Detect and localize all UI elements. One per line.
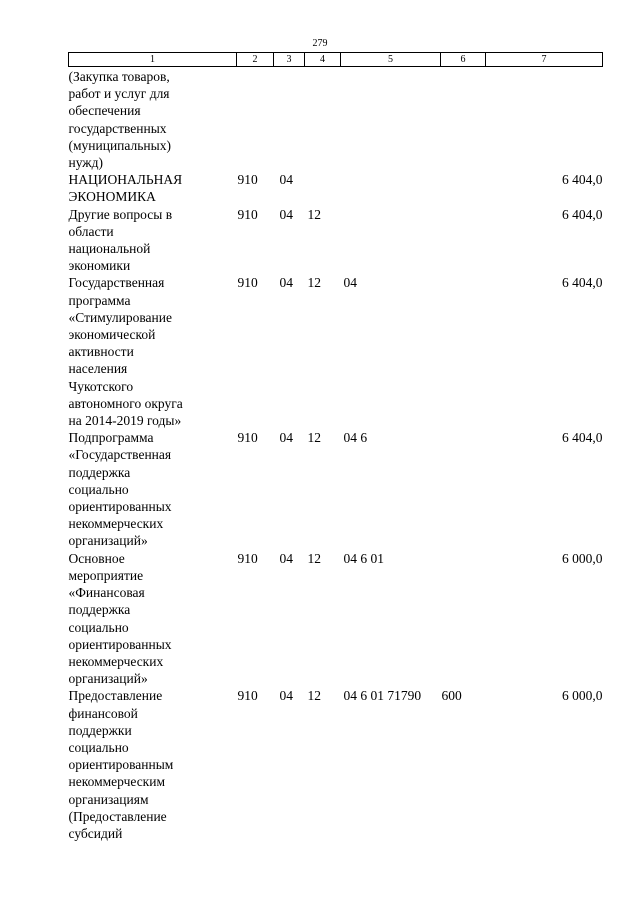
row-expense-type	[441, 171, 486, 205]
row-target-code	[341, 206, 441, 275]
table-row	[69, 67, 603, 172]
page-number: 279	[312, 38, 328, 49]
row-subsection-code: 12	[307, 275, 321, 291]
row-expense-type	[441, 206, 486, 275]
row-ministry-code: 910	[237, 688, 258, 704]
row-section-code: 04	[279, 275, 293, 291]
row-subsection-code: 12	[307, 550, 321, 566]
row-section-code: 04	[279, 550, 293, 566]
row-ministry-code: 910	[237, 206, 258, 222]
column-header-3: 3	[274, 53, 305, 67]
row-name: Государственная программа «Стимулирование экономической активности населения Чукотского автономного округа на 2014-2019 годы»	[68, 275, 183, 429]
row-ministry-code: 910	[237, 550, 258, 566]
row-amount: 6 404,0	[562, 206, 603, 222]
row-subsection-code	[305, 67, 341, 172]
budget-table	[68, 52, 603, 842]
row-section-code	[274, 67, 305, 172]
row-name: Основное мероприятие «Финансовая поддержка социально ориентированных некоммерческих организаций»	[68, 550, 172, 687]
row-amount: 6 404,0	[562, 275, 603, 291]
row-section-code: 04	[279, 206, 293, 222]
row-target-code	[341, 171, 441, 205]
row-name: НАЦИОНАЛЬНАЯ ЭКОНОМИКА	[68, 172, 183, 205]
column-header-6: 6	[441, 53, 486, 67]
row-amount: 6 000,0	[562, 688, 603, 704]
row-subsection-code	[305, 171, 341, 205]
row-section-code: 04	[279, 430, 293, 446]
row-ministry-code	[237, 67, 274, 172]
column-header-7: 7	[486, 53, 603, 67]
table-row	[69, 206, 603, 275]
column-number-header-row	[69, 53, 603, 67]
row-name: Другие вопросы в области национальной экономики	[68, 206, 173, 274]
row-amount: 6 000,0	[562, 550, 603, 566]
row-name: Предоставление финансовой поддержки социально ориентированным некоммерческим организациям (Предоставление субсидий	[68, 688, 174, 841]
row-target-code: 04 6 01	[343, 550, 384, 566]
row-expense-type	[441, 67, 486, 172]
row-ministry-code: 910	[237, 430, 258, 446]
table-row	[69, 550, 603, 688]
table-row	[69, 171, 603, 205]
row-target-code: 04 6	[343, 430, 368, 446]
row-expense-type	[441, 429, 486, 549]
row-section-code: 04	[279, 688, 293, 704]
row-subsection-code: 12	[307, 206, 321, 222]
row-expense-type	[441, 550, 486, 688]
row-name: Подпрограмма «Государственная поддержка социально ориентированных некоммерческих организаций»	[68, 430, 172, 549]
row-section-code: 04	[279, 172, 293, 188]
column-header-5: 5	[341, 53, 441, 67]
table-row	[69, 429, 603, 549]
row-ministry-code: 910	[237, 172, 258, 188]
table-row	[69, 274, 603, 429]
row-target-code: 04 6 01 71790	[343, 688, 422, 704]
row-subsection-code: 12	[307, 430, 321, 446]
row-ministry-code: 910	[237, 275, 258, 291]
column-header-2: 2	[237, 53, 274, 67]
row-expense-type	[441, 274, 486, 429]
row-amount: 6 404,0	[562, 172, 603, 188]
row-subsection-code: 12	[307, 688, 321, 704]
row-amount: 6 404,0	[562, 430, 603, 446]
row-name: (Закупка товаров, работ и услуг для обеспечения государственных (муниципальных) нужд)	[68, 69, 171, 171]
row-target-code: 04	[343, 275, 357, 291]
column-header-1: 1	[69, 53, 237, 67]
row-expense-type: 600	[441, 688, 462, 704]
row-target-code	[341, 67, 441, 172]
column-header-4: 4	[305, 53, 341, 67]
row-amount	[486, 67, 603, 172]
table-row	[69, 687, 603, 842]
